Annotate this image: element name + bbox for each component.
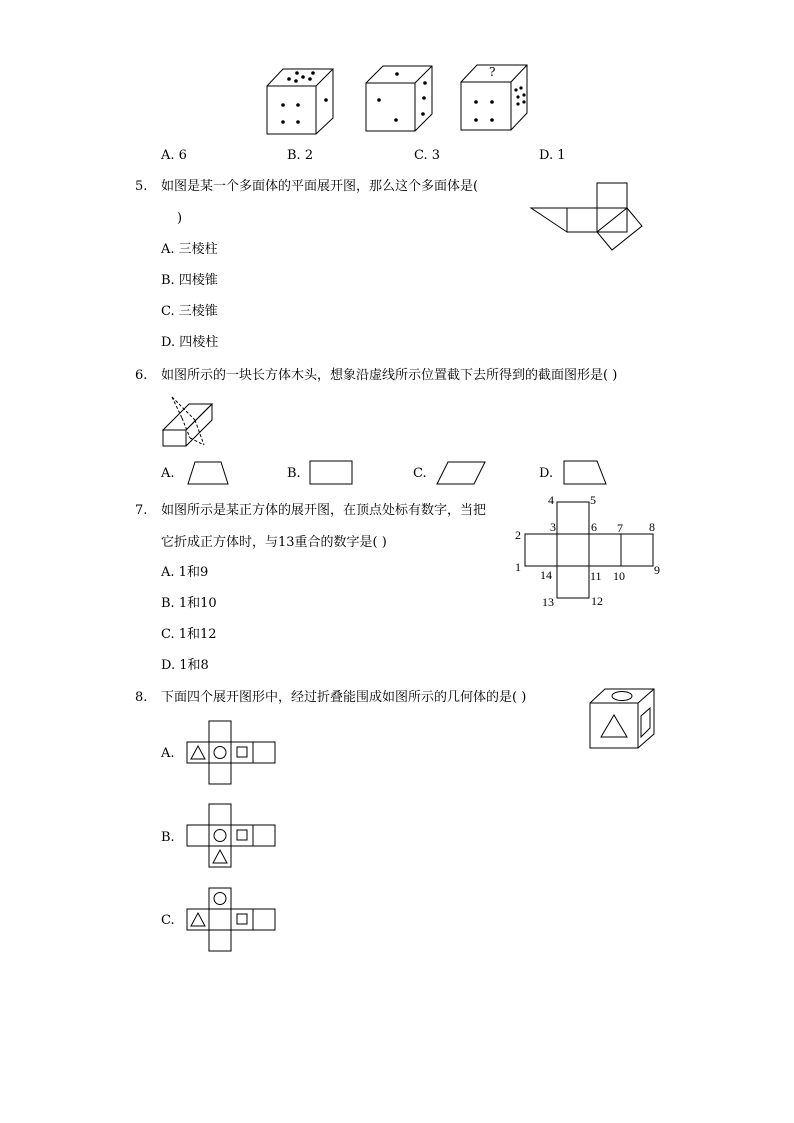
- vertex-label: 10: [613, 569, 625, 583]
- vertex-label: 14: [540, 568, 552, 582]
- option-letter: B.: [161, 273, 175, 288]
- option-text: 三棱柱: [178, 242, 218, 257]
- question-stem: 如图是某一个多面体的平面展开图，那么这个多面体是(: [161, 179, 479, 194]
- option-text: 三棱锥: [178, 304, 218, 319]
- question-number: 6.: [135, 368, 148, 383]
- vertex-label: 3: [550, 520, 556, 534]
- option-text: 1和9: [178, 565, 209, 580]
- square-icon: [237, 747, 247, 757]
- option-letter: C.: [414, 148, 428, 163]
- triangle-icon: [191, 913, 205, 926]
- option-text: 四棱柱: [179, 335, 219, 350]
- circle-icon: [214, 830, 226, 842]
- option-letter: C.: [413, 466, 427, 481]
- option-letter: B.: [287, 466, 301, 481]
- option-letter: B.: [287, 148, 301, 163]
- dice-question-mark: ?: [489, 65, 496, 79]
- net-c: [187, 888, 275, 951]
- option-text: 1: [557, 148, 566, 163]
- vertex-label: 13: [542, 595, 554, 609]
- vertex-label: 2: [515, 528, 521, 542]
- option-letter: A.: [161, 148, 175, 163]
- vertex-label: 9: [654, 563, 660, 577]
- question-number: 8.: [135, 690, 148, 705]
- question-number: 5.: [135, 179, 148, 194]
- square-icon: [237, 914, 247, 924]
- circle-icon: [214, 747, 226, 759]
- question-stem: 下面四个展开图形中，经过折叠能围成如图所示的几何体的是( ): [161, 690, 527, 705]
- option-letter: D.: [539, 148, 554, 163]
- option-letter: A.: [161, 242, 175, 257]
- square-icon: [237, 830, 247, 840]
- triangle-icon: [213, 850, 227, 863]
- vertex-label: 7: [617, 521, 623, 535]
- option-letter: D.: [539, 466, 554, 481]
- option-text: 四棱锥: [178, 273, 218, 288]
- vertex-label: 12: [591, 594, 603, 608]
- option-letter: B.: [161, 830, 175, 845]
- option-text: 2: [304, 148, 314, 163]
- option-letter: B.: [161, 596, 175, 611]
- question-stem-cont: 它折成正方体时，与13重合的数字是( ): [161, 535, 387, 550]
- option-letter: A.: [161, 466, 175, 481]
- net-b: [187, 804, 275, 867]
- net-a: [187, 721, 275, 784]
- vertex-label: 4: [548, 493, 554, 507]
- option-letter: A.: [161, 746, 175, 761]
- option-text: 3: [431, 148, 441, 163]
- triangle-icon: [191, 746, 205, 759]
- option-letter: D.: [161, 335, 176, 350]
- question-number: 7.: [135, 503, 148, 518]
- vertex-label: 8: [649, 520, 655, 534]
- option-text: 1和10: [178, 596, 217, 611]
- option-text: 1和8: [179, 658, 209, 673]
- question-stem: 如图所示的一块长方体木头，想象沿虚线所示位置截下去所得到的截面图形是( ): [161, 368, 618, 383]
- question-stem: 如图所示是某正方体的展开图，在顶点处标有数字，当把: [161, 503, 487, 518]
- vertex-label: 6: [591, 520, 597, 534]
- vertex-label: 1: [515, 560, 521, 574]
- option-letter: C.: [161, 913, 175, 928]
- vertex-label: 5: [590, 493, 596, 507]
- option-letter: D.: [161, 658, 176, 673]
- option-text: 6: [178, 148, 187, 163]
- option-letter: A.: [161, 565, 175, 580]
- option-text: 1和12: [178, 627, 217, 642]
- option-letter: C.: [161, 627, 175, 642]
- option-letter: C.: [161, 304, 175, 319]
- vertex-label: 11: [590, 569, 602, 583]
- question-stem-cont: ): [177, 211, 183, 226]
- circle-icon: [214, 893, 226, 905]
